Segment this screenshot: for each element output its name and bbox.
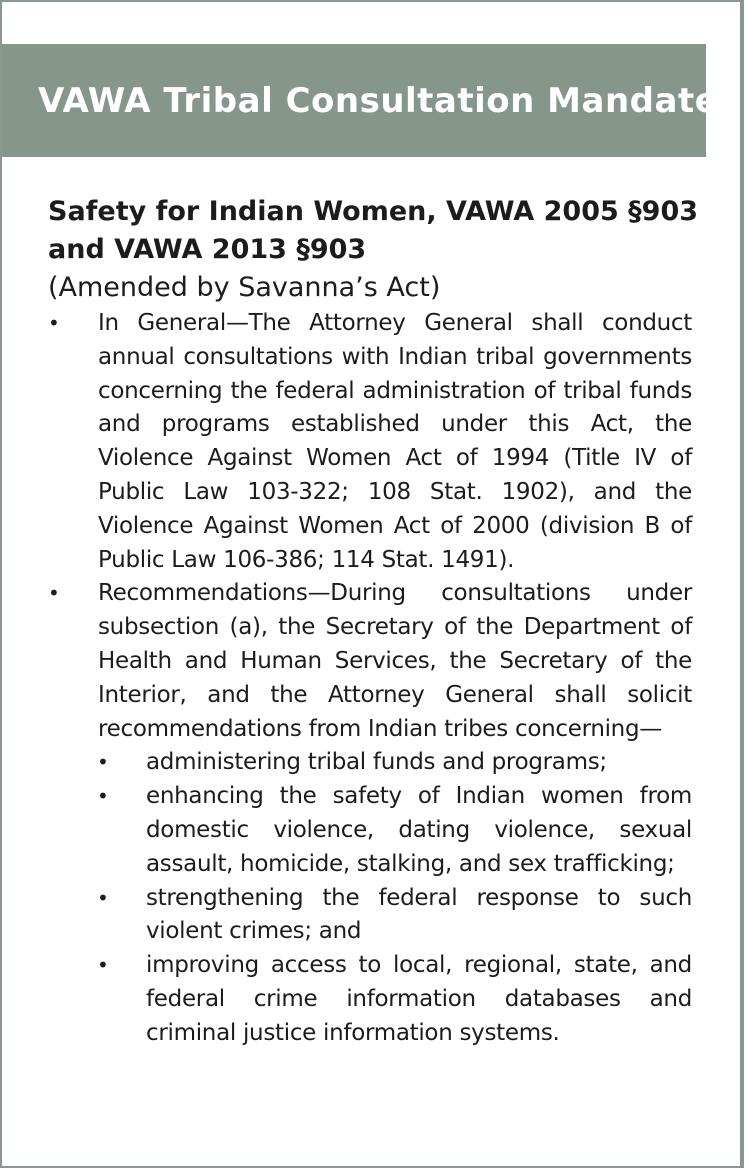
- section-heading-amendment: (Amended by Savanna’s Act): [48, 272, 441, 303]
- sublist-item: [97, 746, 692, 780]
- recommendation-sublist: [97, 746, 692, 1050]
- sublist-item-text: improving access to local, regional, state, and federal crime information databases and criminal justice information systems.: [146, 952, 692, 1046]
- list-item-text: In General—The Attorney General shall conduct annual consultations with Indian tribal governments concerning the federal administration of tribal funds and programs established under this Act, the Violence Against Women Act of 1994 (Title IV of Public Law 103-322; 108 Stat. 1902), and the Violence Against Women Act of 2000 (division B of Public Law 106-386; 114 Stat. 1491).: [98, 310, 692, 573]
- list-item-recommendations: [48, 577, 692, 1050]
- list-item-in-general: [48, 307, 692, 577]
- document-body: [48, 193, 699, 1051]
- sublist-item-text: administering tribal funds and programs;: [146, 749, 607, 776]
- title-banner: [2, 44, 719, 157]
- provision-list: [48, 307, 692, 1051]
- section-heading-line-1: Safety for Indian Women, VAWA 2005 §903: [48, 196, 699, 227]
- bullet-marker: •: [97, 885, 109, 910]
- section-heading: [48, 193, 699, 307]
- sublist-item: [97, 882, 692, 950]
- bullet-marker: •: [97, 750, 109, 775]
- sublist-item: [97, 949, 692, 1050]
- section-heading-line-2: and VAWA 2013 §903: [48, 234, 367, 265]
- list-item-text: Recommendations—During consultations under subsection (a), the Secretary of the Department of Health and Human Services, the Secretary of the Interior, and the Attorney General shall solicit recommendations from Indian tribes concerning—: [98, 580, 692, 742]
- bullet-marker: •: [48, 581, 60, 606]
- sublist-item-text: enhancing the safety of Indian women from domestic violence, dating violence, sexual assault, homicide, stalking, and sex trafficking;: [146, 783, 692, 877]
- sublist-item-text: strengthening the federal response to such violent crimes; and: [146, 884, 692, 945]
- page-title: VAWA Tribal Consultation Mandate: [38, 80, 719, 121]
- bullet-marker: •: [97, 784, 109, 809]
- sublist-item: [97, 780, 692, 881]
- bullet-marker: •: [97, 953, 109, 978]
- bullet-marker: •: [48, 311, 60, 335]
